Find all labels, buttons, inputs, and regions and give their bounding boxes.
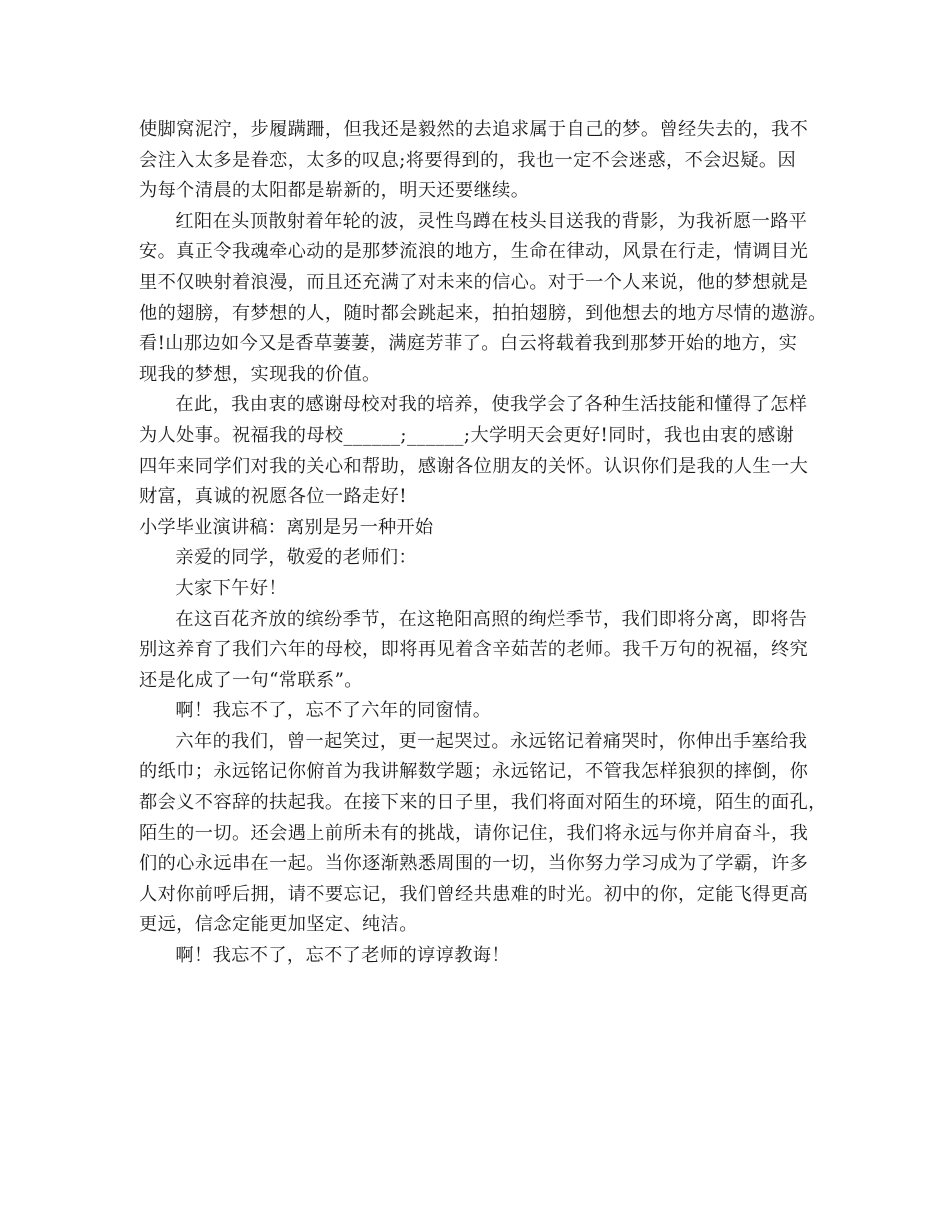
text-line: 会注入太多是眷恋，太多的叹息;将要得到的，我也一定不会迷惑，不会迟疑。因 (139, 149, 797, 171)
text-line: 他的翅膀，有梦想的人，随时都会跳起来，拍拍翅膀，到他想去的地方尽情的遨游。 (139, 302, 827, 324)
text-line: 财富，真诚的祝愿各位一路走好! (139, 486, 407, 508)
paragraph-classmates (139, 696, 829, 727)
text-line: 大家下午好！ (175, 577, 287, 599)
text-line: 啊！我忘不了，忘不了老师的谆谆教诲！ (175, 945, 510, 967)
section-heading (139, 513, 829, 544)
text-line: 在此，我由衷的感谢母校对我的培养，使我学会了各种生活技能和懂得了怎样 (175, 394, 808, 416)
paragraph-dream (139, 207, 829, 391)
text-line: 为人处事。祝福我的母校______;______;大学明天会更好!同时，我也由衷的感谢 (139, 424, 795, 446)
text-line: 还是化成了一句“常联系”。 (139, 669, 363, 691)
text-line: 红阳在头顶散射着年轮的波，灵性鸟蹲在枝头目送我的背影，为我祈愿一路平 (175, 210, 808, 232)
text-line: 们的心永远串在一起。当你逐渐熟悉周围的一切，当你努力学习成为了学霸，许多 (139, 853, 809, 875)
text-line: 人对你前呼后拥，请不要忘记，我们曾经共患难的时光。初中的你，定能飞得更高 (139, 883, 809, 905)
text-line: 啊！我忘不了，忘不了六年的同窗情。 (175, 700, 492, 722)
text-line: 更远，信念定能更加坚定、纯洁。 (139, 914, 418, 936)
text-line: 为每个清晨的太阳都是崭新的，明天还要继续。 (139, 180, 530, 202)
text-line: 里不仅映射着浪漫，而且还充满了对未来的信心。对于一个人来说，他的梦想就是 (139, 271, 809, 293)
heading-text: 小学毕业演讲稿：离别是另一种开始 (139, 516, 434, 538)
paragraph-teachers (139, 941, 829, 972)
paragraph-salutation (139, 543, 829, 574)
text-line: 看!山那边如今又是香草萋萋，满庭芳菲了。白云将载着我到那梦开始的地方，实 (139, 333, 798, 355)
text-line: 在这百花齐放的缤纷季节，在这艳阳高照的绚烂季节，我们即将分离，即将告 (175, 608, 808, 630)
paragraph-memories (139, 727, 829, 941)
text-line: 亲爱的同学，敬爱的老师们： (175, 547, 418, 569)
paragraph-season (139, 605, 829, 697)
text-line: 使脚窝泥泞，步履蹒跚，但我还是毅然的去追求属于自己的梦。曾经失去的，我不 (139, 119, 809, 140)
text-line: 六年的我们，曾一起笑过，更一起哭过。永远铭记着痛哭时，你伸出手塞给我 (175, 730, 808, 752)
paragraph-gratitude (139, 390, 829, 512)
text-line: 别这养育了我们六年的母校，即将再见着含辛茹苦的老师。我千万句的祝福，终究 (139, 639, 809, 661)
paragraph-greeting (139, 574, 829, 605)
document-body (139, 115, 829, 972)
text-line: 的纸巾；永远铭记你俯首为我讲解数学题；永远铭记，不管我怎样狼狈的摔倒，你 (139, 761, 809, 783)
text-line: 都会义不容辞的扶起我。在接下来的日子里，我们将面对陌生的环境，陌生的面孔， (139, 792, 827, 814)
text-line: 现我的梦想，实现我的价值。 (139, 363, 381, 385)
text-line: 四年来同学们对我的关心和帮助，感谢各位朋友的关怀。认识你们是我的人生一大 (139, 455, 809, 477)
text-line: 陌生的一切。还会遇上前所未有的挑战，请你记住，我们将永远与你并肩奋斗，我 (139, 822, 809, 844)
paragraph-continuation (139, 115, 829, 207)
text-line: 安。真正令我魂牵心动的是那梦流浪的地方，生命在律动，风景在行走，情调目光 (139, 241, 809, 263)
